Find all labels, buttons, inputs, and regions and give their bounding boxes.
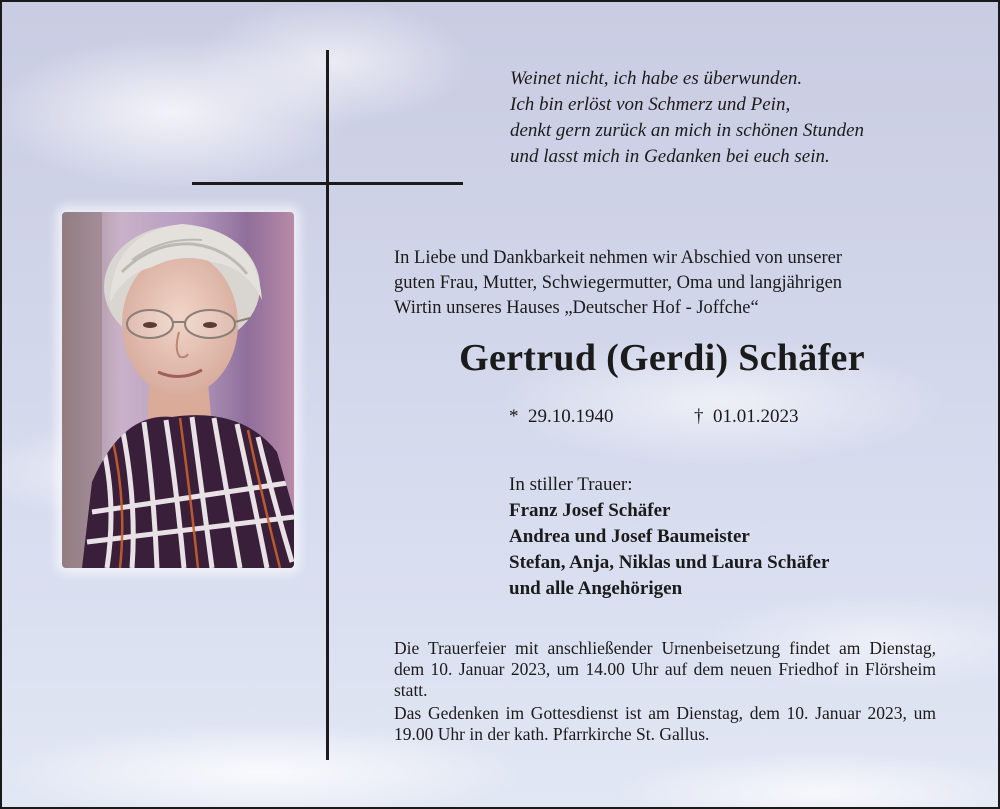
- memorial-verse: [510, 66, 864, 170]
- service-details: [394, 638, 936, 745]
- cross-vertical-bar: [326, 50, 329, 760]
- intro-line: In Liebe und Dankbarkeit nehmen wir Abschied von unserer: [394, 248, 842, 268]
- mourners-block: [509, 472, 829, 602]
- birth-date: 29.10.1940: [528, 406, 614, 427]
- mourner-name: Franz Josef Schäfer: [509, 500, 671, 521]
- death-date: 01.01.2023: [713, 406, 799, 427]
- funeral-service-text: Die Trauerfeier mit anschließender Urnenbeisetzung findet am Dienstag, dem 10. Januar 2023, um 14.00 Uhr auf dem neuen Friedhof in Flörsheim statt.: [394, 638, 936, 700]
- birth-date-line: [509, 406, 614, 428]
- deceased-name: Gertrud (Gerdi) Schäfer: [459, 337, 865, 379]
- memorial-service-text: Das Gedenken im Gottesdienst ist am Dienstag, dem 10. Januar 2023, um 19.00 Uhr in der kath. Pfarrkirche St. Gallus.: [394, 703, 936, 744]
- portrait-illustration: [62, 212, 294, 568]
- mourner-name: Stefan, Anja, Niklas und Laura Schäfer: [509, 552, 830, 573]
- mourner-name: und alle Angehörigen: [509, 578, 683, 599]
- portrait-photo: [62, 212, 294, 568]
- intro-line: Wirtin unseres Hauses „Deutscher Hof - Joffche“: [394, 298, 759, 318]
- intro-line: guten Frau, Mutter, Schwiegermutter, Oma und langjährigen: [394, 273, 843, 293]
- mourners-heading: In stiller Trauer:: [509, 474, 633, 495]
- cross-horizontal-bar: [192, 182, 463, 185]
- farewell-introduction: [394, 246, 946, 321]
- death-date-line: [694, 406, 799, 428]
- mourner-name: Andrea und Josef Baumeister: [509, 526, 750, 547]
- birth-symbol: *: [509, 406, 519, 427]
- verse-line: denkt gern zurück an mich in schönen Stunden: [510, 120, 865, 141]
- verse-line: und lasst mich in Gedanken bei euch sein.: [510, 146, 830, 167]
- death-symbol: †: [694, 406, 704, 427]
- verse-line: Weinet nicht, ich habe es überwunden.: [510, 68, 803, 89]
- verse-line: Ich bin erlöst von Schmerz und Pein,: [510, 94, 791, 115]
